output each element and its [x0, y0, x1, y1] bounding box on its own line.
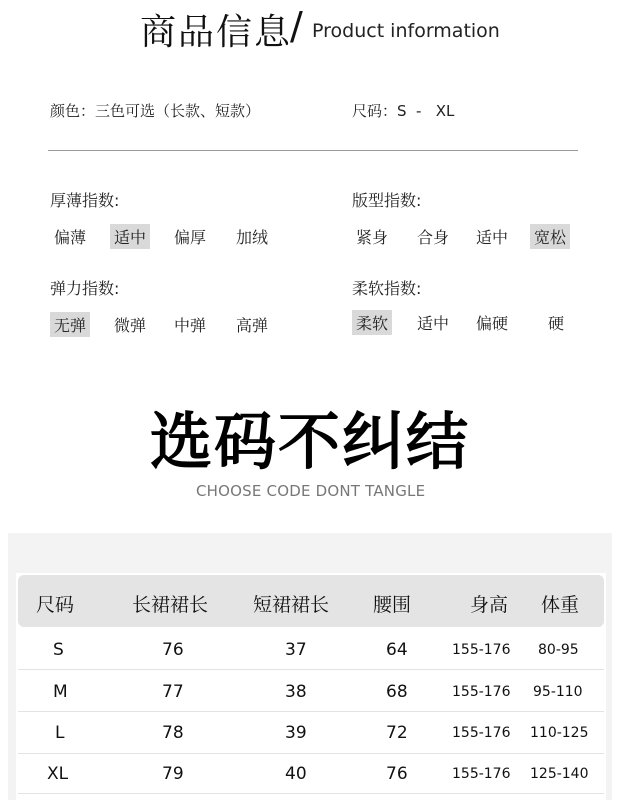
row-divider	[18, 753, 604, 754]
table-cell: 110-125	[530, 725, 589, 741]
fit-option: 紧身	[356, 228, 389, 247]
elasticity-option: 高弹	[236, 316, 269, 335]
fit-option: 合身	[417, 228, 450, 247]
table-cell: 76	[386, 764, 408, 784]
table-cell: 155-176	[452, 725, 511, 741]
table-cell: 95-110	[533, 684, 583, 700]
table-cell: M	[53, 682, 68, 702]
table-cell: 155-176	[452, 642, 511, 658]
softness-option: 偏硬	[476, 314, 509, 333]
table-cell: L	[55, 723, 65, 743]
table-header-cell: 腰围	[373, 594, 412, 616]
table-cell: 38	[285, 682, 307, 702]
divider	[48, 150, 578, 151]
elasticity-index-title: 弹力指数:	[50, 279, 120, 298]
thickness-option: 适中	[110, 224, 150, 249]
elasticity-option: 微弹	[114, 316, 147, 335]
table-header-cell: 长裙裙长	[132, 594, 209, 616]
title-slash: /	[290, 4, 303, 48]
table-cell: 68	[386, 682, 408, 702]
color-info: 颜色：三色可选（长款、短款）	[50, 102, 261, 120]
softness-option: 柔软	[352, 310, 392, 335]
table-cell: 78	[162, 723, 184, 743]
table-cell: 125-140	[530, 766, 589, 782]
thickness-option: 偏厚	[174, 228, 207, 247]
table-header-cell: 身高	[470, 594, 509, 616]
table-header-cell: 体重	[541, 594, 580, 616]
table-cell: XL	[47, 764, 69, 784]
table-cell: 37	[285, 640, 307, 660]
table-header-cell: 短裙裙长	[253, 594, 330, 616]
table-cell: 76	[162, 640, 184, 660]
elasticity-option: 中弹	[174, 316, 207, 335]
row-divider	[18, 793, 604, 794]
softness-option: 硬	[548, 314, 565, 333]
elasticity-option: 无弹	[50, 312, 90, 337]
table-cell: 77	[162, 682, 184, 702]
fit-option: 适中	[476, 228, 509, 247]
table-cell: 39	[285, 723, 307, 743]
fit-option: 宽松	[530, 224, 570, 249]
softness-option: 适中	[417, 314, 450, 333]
thickness-option: 加绒	[236, 228, 269, 247]
table-cell: 72	[386, 723, 408, 743]
page-title-en: Product information	[312, 20, 500, 42]
table-cell: 80-95	[538, 642, 579, 658]
table-cell: 155-176	[452, 684, 511, 700]
row-divider	[18, 711, 604, 712]
thickness-option: 偏薄	[54, 228, 87, 247]
page-title-cn: 商品信息	[140, 12, 293, 53]
thickness-index-title: 厚薄指数:	[50, 191, 120, 210]
fit-index-title: 版型指数:	[352, 191, 422, 210]
banner-title: 选码不纠结	[150, 405, 471, 478]
table-header-cell: 尺码	[36, 594, 75, 616]
table-cell: S	[53, 640, 64, 660]
table-cell: 155-176	[452, 766, 511, 782]
table-cell: 64	[386, 640, 408, 660]
size-info: 尺码：S - XL	[352, 102, 455, 120]
banner-subtitle: CHOOSE CODE DONT TANGLE	[196, 482, 426, 500]
table-cell: 40	[285, 764, 307, 784]
table-cell: 79	[162, 764, 184, 784]
softness-index-title: 柔软指数:	[352, 279, 422, 298]
row-divider	[18, 669, 604, 670]
